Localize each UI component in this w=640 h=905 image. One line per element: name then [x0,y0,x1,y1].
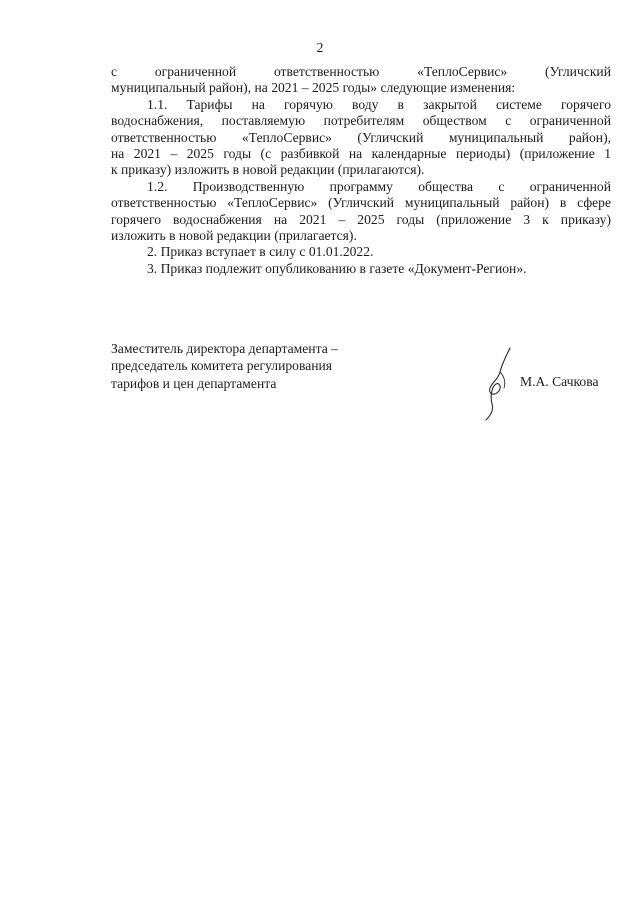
paragraph-line: к приказу) изложить в новой редакции (прилагаются). [111,162,425,178]
paragraph-line: водоснабжения, поставляемую потребителям обществом с ограниченной [111,113,611,129]
signer-name: М.А. Сачкова [520,374,599,389]
paragraph-line: изложить в новой редакции (прилагается). [111,227,357,243]
position-line: тарифов и цен департамента [111,375,277,391]
paragraph-line: горячего водоснабжения на 2021 – 2025 годы (приложение 3 к приказу) [111,211,611,227]
paragraph-line: ответственностью «ТеплоСервис» (Угличский муниципальный район), [111,129,611,145]
paragraph-line: 1.1. Тарифы на горячую воду в закрытой системе горячего [147,96,611,112]
document-body [111,64,611,277]
paragraph-line: муниципальный район), на 2021 – 2025 годы» следующие изменения: [111,80,516,96]
paragraph-line: 2. Приказ вступает в силу с 01.01.2022. [147,244,374,260]
paragraph-line: на 2021 – 2025 годы (с разбивкой на календарные периоды) (приложение 1 [111,145,611,161]
handwritten-signature [478,346,518,422]
paragraph-line: 3. Приказ подлежит опубликованию в газете «Документ-Регион». [147,260,527,276]
paragraph-line: 1.2. Производственную программу общества с ограниченной [147,178,611,194]
signatory-position [111,340,411,392]
position-line: председатель комитета регулирования [111,358,333,374]
page-number: 2 [316,40,324,55]
position-line: Заместитель директора департамента – [111,341,338,356]
paragraph-line: ответственностью «ТеплоСервис» (Угличский муниципальный район) в сфере [111,195,611,211]
paragraph-line: с ограниченной ответственностью «ТеплоСервис» (Угличский [111,64,611,79]
